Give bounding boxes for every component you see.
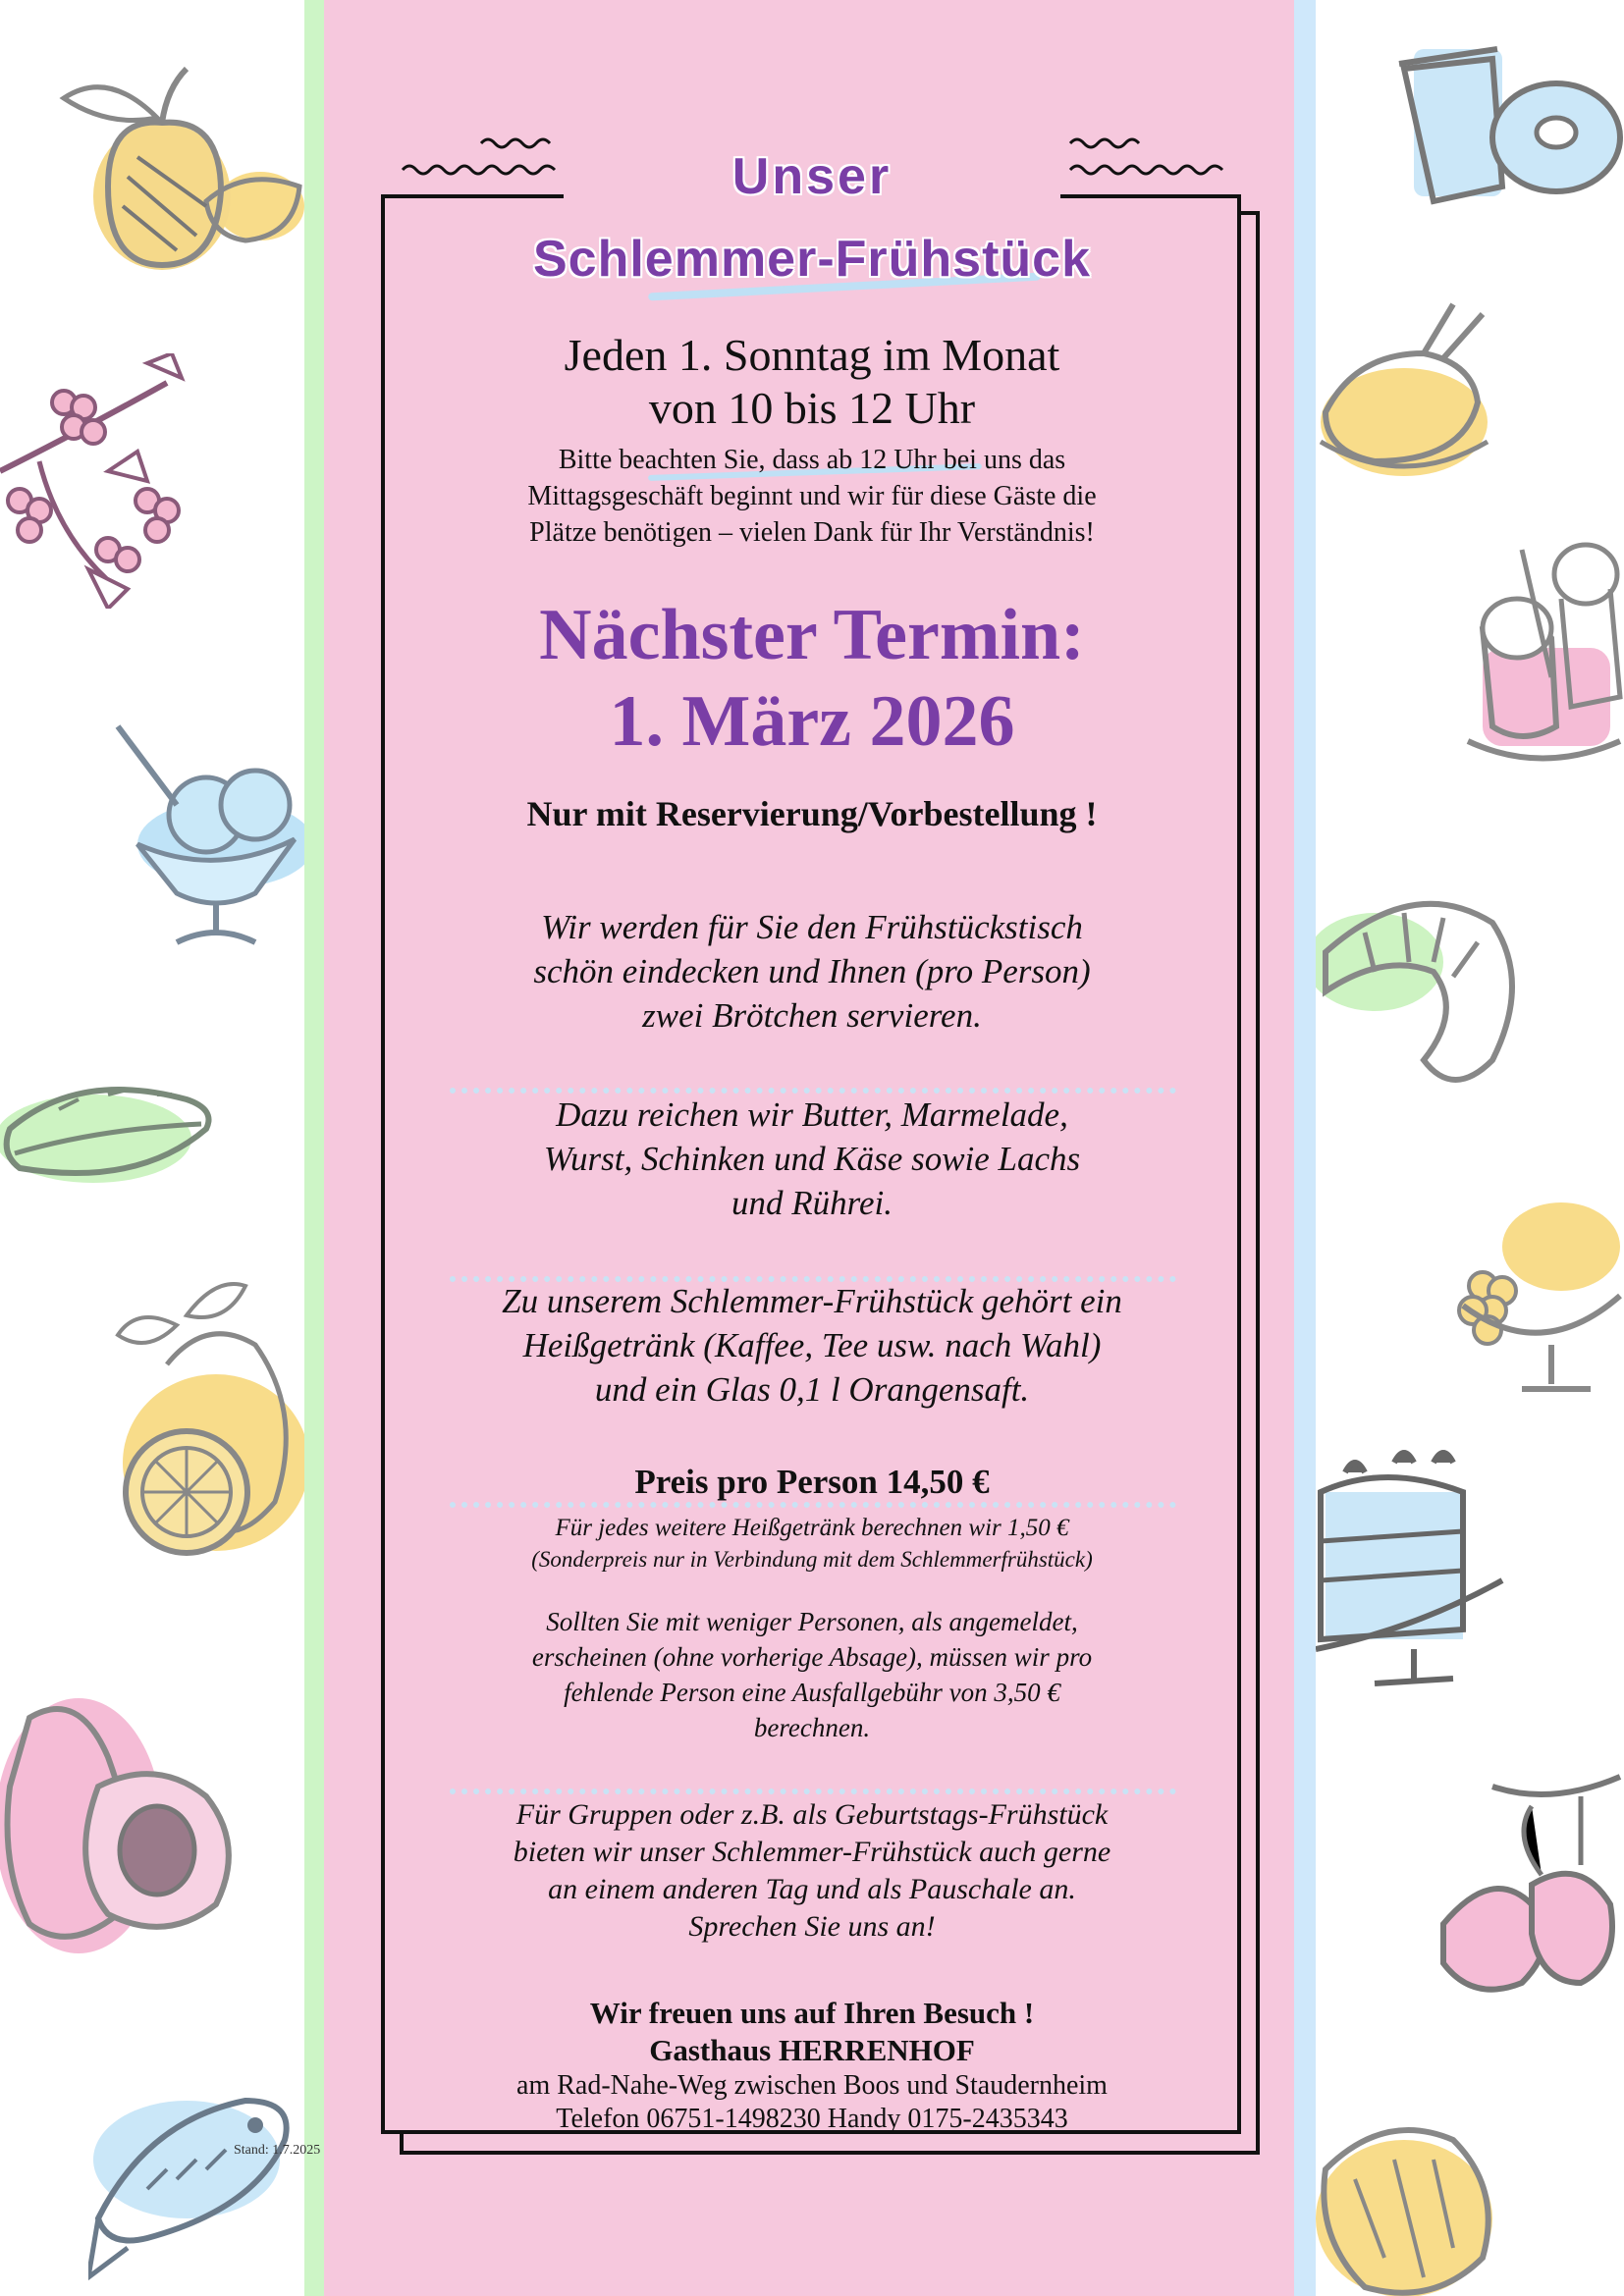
para-line: Dazu reichen wir Butter, Marmelade,: [556, 1095, 1068, 1134]
para-line: Wurst, Schinken und Käse sowie Lachs: [543, 1140, 1081, 1178]
para-line: Für Gruppen oder z.B. als Geburtstags-Frühstück: [515, 1798, 1109, 1831]
para-line: an einem anderen Tag und als Pauschale an.: [548, 1873, 1076, 1905]
schedule-block: [432, 329, 1192, 435]
para-line: Heißgetränk (Kaffee, Tee usw. nach Wahl): [522, 1326, 1102, 1364]
closing-block: [432, 1995, 1192, 2136]
para-line: Zu unserem Schlemmer-Frühstück gehört ein: [502, 1282, 1122, 1320]
no-show-fee: [432, 1604, 1192, 1745]
title-unser: Unser: [731, 148, 893, 205]
baguette-sandwich-icon: [0, 1041, 226, 1217]
extra-drink-price: Für jedes weitere Heißgetränk berechnen wir 1,50 €: [555, 1515, 1069, 1541]
para-line: fehlende Person eine Ausfallgebühr von 3,50 €: [564, 1678, 1060, 1707]
next-date-block: [432, 592, 1192, 765]
para-line: Sollten Sie mit weniger Personen, als angemeldet,: [546, 1607, 1078, 1636]
grapes-vine-icon: [0, 353, 196, 609]
business-location: am Rad-Nahe-Weg zwischen Boos und Staudernheim: [516, 2070, 1108, 2101]
next-date-label: Nächster Termin:: [539, 595, 1085, 675]
green-side-stripe: [304, 0, 326, 2296]
layer-cake-icon: [1316, 1433, 1512, 1688]
description-para-3: [432, 1279, 1192, 1412]
business-phone: Telefon 06751-1498230 Handy 0175-2435343: [556, 2104, 1068, 2134]
fish-icon: [88, 2042, 304, 2296]
para-line: zwei Brötchen servieren.: [642, 996, 982, 1035]
pear-branch-icon: [1434, 1767, 1624, 2002]
note-line: Plätze benötigen – vielen Dank für Ihr Verständnis!: [529, 517, 1095, 548]
schedule-note: [432, 442, 1192, 551]
group-offer: [432, 1796, 1192, 1946]
dotted-divider: [450, 1789, 1176, 1794]
business-name: Gasthaus HERRENHOF: [649, 2033, 975, 2067]
ice-cream-sundae-icon: [108, 707, 304, 962]
fruit-bowl-icon: [1453, 1198, 1624, 1394]
croissant-icon: [1316, 864, 1522, 1109]
closing-greeting: Wir freuen uns auf Ihren Besuch !: [589, 1996, 1035, 2030]
next-date-value: 1. März 2026: [609, 681, 1015, 762]
avocado-icon: [0, 1669, 255, 1953]
note-line: Bitte beachten Sie, dass ab 12 Uhr bei uns das: [558, 445, 1066, 475]
para-line: schön eindecken und Ihnen (pro Person): [533, 952, 1091, 990]
para-line: bieten wir unser Schlemmer-Frühstück auch gerne: [513, 1836, 1111, 1868]
para-line: Wir werden für Sie den Frühstückstisch: [541, 908, 1083, 946]
extra-drink-note: (Sonderpreis nur in Verbindung mit dem Schlemmerfrühstück): [531, 1547, 1093, 1572]
description-para-1: [432, 905, 1192, 1038]
reservation-notice: Nur mit Reservierung/Vorbestellung !: [526, 794, 1098, 833]
lemon-icon: [108, 1266, 304, 1580]
schedule-time: von 10 bis 12 Uhr: [648, 383, 976, 433]
price-per-person: Preis pro Person 14,50 €: [634, 1463, 990, 1501]
title-schlemmer-fruehstueck: Schlemmer-Frühstück: [532, 231, 1092, 288]
stand-date: Stand: 1.7.2025: [234, 2143, 321, 2158]
para-line: und Rührei.: [731, 1184, 893, 1222]
para-line: erscheinen (ohne vorherige Absage), müssen wir pro: [531, 1642, 1093, 1672]
description-para-2: [432, 1093, 1192, 1225]
para-line: und ein Glas 0,1 l Orangensaft.: [594, 1370, 1030, 1409]
roast-chicken-icon: [1316, 294, 1492, 491]
para-line: Sprechen Sie uns an!: [688, 1910, 936, 1943]
note-line: Mittagsgeschäft beginnt und wir für diese Gäste die: [527, 481, 1097, 511]
cheese-wheel-icon: [1316, 2081, 1532, 2296]
dotted-divider: [450, 1502, 1176, 1508]
para-line: berechnen.: [753, 1713, 871, 1742]
schedule-day: Jeden 1. Sonntag im Monat: [564, 330, 1060, 380]
blue-side-stripe: [1294, 0, 1316, 2296]
salt-pepper-shaker-icon: [1463, 530, 1624, 775]
